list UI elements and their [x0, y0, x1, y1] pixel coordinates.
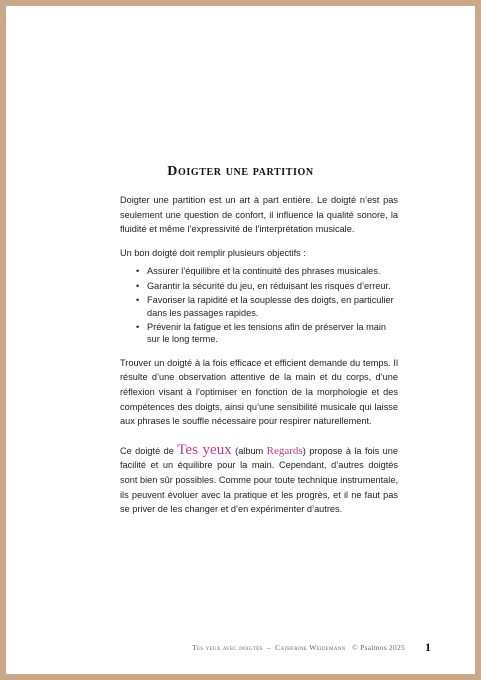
list-item: • Garantir la sécurité du jeu, en réduisant les risques d’erreur. — [136, 280, 398, 292]
list-item: • Assurer l’équilibre et la continuité des phrases musicales. — [136, 265, 398, 277]
footer-work-title: Tes yeux avec doigtés — [192, 643, 263, 652]
document-body — [120, 193, 398, 526]
page-number: 1 — [425, 640, 431, 654]
list-item: • Favoriser la rapidité et la souplesse des doigts, en particulier dans les passages rapides. — [136, 294, 398, 319]
objectives-list — [120, 265, 398, 345]
footer-copyright: © Psalmos 2025 — [352, 643, 405, 652]
paragraph-intro: Doigter une partition est un art à part entière. Le doigté n’est pas seulement une question de confort, il influence la qualité sonore, la fluidité et même l’expressivité de l’interprétation musicale. — [120, 195, 398, 235]
list-item: • Prévenir la fatigue et les tensions afin de préserver la main sur le long terme. — [136, 321, 398, 346]
footer-separator: – — [266, 643, 271, 652]
paragraph-mid-text: (album — [231, 445, 267, 456]
paragraph-lead-text: Ce doigté de — [120, 445, 178, 456]
footer-author: Catherine Weidemann — [275, 643, 346, 652]
album-title: Regards — [266, 444, 303, 457]
page-title: Doigter une partition — [167, 164, 314, 179]
paragraph-efficiency: Trouver un doigté à la fois efficace et efficient demande du temps. Il résulte d’une observation attentive de la main et du corps, d’une réflexion visant à l’optimiser en fonction de la morphologie et des compétences des doigts, ainsi qu’une sensibilité musicale qui laisse aux phrases le souffle nécessaire pour respirer naturellement. — [120, 357, 398, 427]
paragraph-rest-text: ) propose à la fois une facilité et un équilibre pour la main. Cependant, d’autres doigtés sont bien sûr possibles. Comme pour toute technique instrumentale, ils peuvent évoluer avec la pratique et les progrès, et il ne faut pas se priver de les changer et d’en expérimenter d’autres. — [120, 445, 398, 515]
paragraph-objectives-lead: Un bon doigté doit remplir plusieurs objectifs : — [120, 247, 306, 258]
page-footer — [0, 643, 405, 652]
paragraph-fingering — [120, 443, 398, 517]
piece-title: Tes yeux — [177, 441, 232, 458]
